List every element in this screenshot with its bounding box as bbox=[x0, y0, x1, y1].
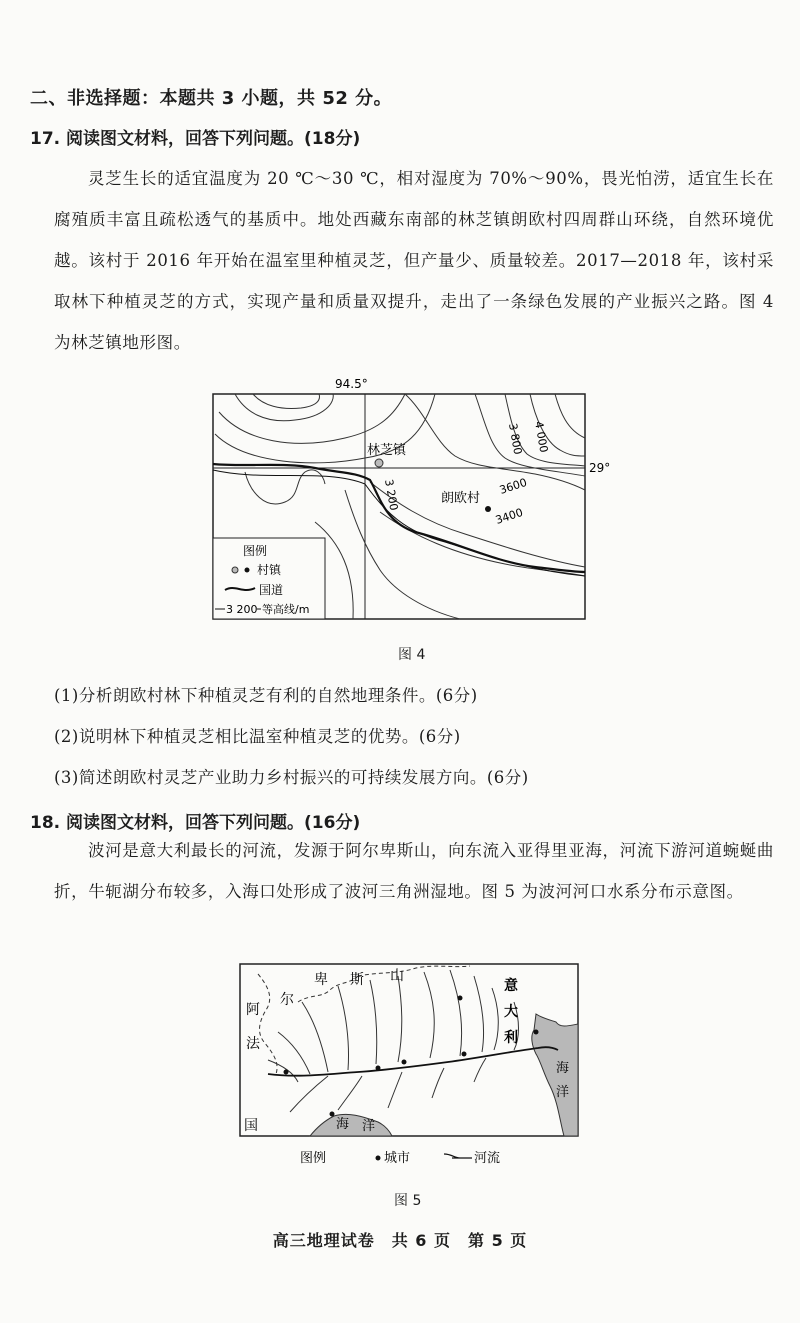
town-label: 林芝镇 bbox=[367, 443, 407, 458]
ligurian-sea bbox=[310, 1114, 392, 1136]
city-marker bbox=[330, 1112, 335, 1117]
label-fa: 法 bbox=[246, 1036, 260, 1052]
adriatic-sea bbox=[532, 1014, 578, 1136]
question-17-paragraph: 灵芝生长的适宜温度为 20 ℃～30 ℃，相对湿度为 70%～90%，畏光怕涝，适宜生长在腐殖质丰富且疏松透气的基质中。地处西藏东南部的林芝镇朗欧村四周群山环绕，自然环境优越。该村于 2016 年开始在温室里种植灵芝，但产量少、质量较差。2017—2018 年，该村采取林下种植灵芝的方式，实现产量和质量双提升，走出了一条绿色发展的产业振兴之路。图 4 为林芝镇地形图。 bbox=[54, 169, 774, 352]
question-18-title: 18. 阅读图文材料，回答下列问题。(16分) bbox=[30, 813, 361, 833]
page-footer: 高三地理试卷 共 6 页 第 5 页 bbox=[272, 1231, 528, 1250]
legend-town-symbol bbox=[232, 567, 238, 573]
border-alps-north bbox=[358, 966, 470, 976]
legend-village-symbol bbox=[245, 568, 250, 573]
legend-road-label: 国道 bbox=[259, 583, 284, 597]
legend-contour-sample: 3 200 bbox=[226, 603, 258, 616]
legend-title: 图例 bbox=[300, 1151, 327, 1166]
city-marker bbox=[376, 1066, 381, 1071]
contour-label-3600: 3600 bbox=[497, 475, 529, 497]
legend-river-label: 河流 bbox=[474, 1151, 501, 1166]
contour-label-3400: 3400 bbox=[493, 505, 525, 527]
legend-river-symbol bbox=[444, 1154, 472, 1158]
village-marker bbox=[485, 506, 491, 512]
label-si: 斯 bbox=[350, 972, 364, 988]
figure-4-legend bbox=[213, 538, 325, 619]
border-france bbox=[258, 974, 277, 1074]
label-sea-east-2: 洋 bbox=[556, 1085, 570, 1100]
question-18-paragraph: 波河是意大利最长的河流，发源于阿尔卑斯山，向东流入亚得里亚海，河流下游河道蜿蜒曲折，牛轭湖分布较多，入海口处形成了波河三角洲湿地。图 5 为波河河口水系分布示意图。 bbox=[54, 841, 774, 901]
question-17-sub-3: (3)简述朗欧村灵芝产业助力乡村振兴的可持续发展方向。(6分) bbox=[54, 768, 529, 787]
label-yi: 意 bbox=[504, 978, 518, 994]
label-shan: 山 bbox=[390, 968, 404, 984]
question-17-title: 17. 阅读图文材料，回答下列问题。(18分) bbox=[30, 129, 361, 149]
label-guo: 国 bbox=[244, 1118, 258, 1134]
legend-contour-label: 等高线/m bbox=[262, 603, 310, 616]
label-er: 尔 bbox=[280, 992, 294, 1008]
label-bei: 卑 bbox=[314, 972, 328, 988]
legend-city-symbol bbox=[376, 1156, 381, 1161]
label-sea-south-1: 海 bbox=[336, 1117, 350, 1132]
city-marker bbox=[534, 1030, 539, 1035]
legend-title: 图例 bbox=[243, 544, 268, 558]
legend-city-label: 城市 bbox=[384, 1151, 411, 1166]
longitude-label: 94.5° bbox=[335, 377, 368, 391]
figure-4-topographic-map bbox=[205, 372, 625, 624]
figure-4-caption: 图 4 bbox=[398, 647, 426, 663]
border-alps-west bbox=[298, 976, 358, 1002]
town-marker bbox=[375, 459, 383, 467]
label-sea-south-2: 洋 bbox=[362, 1119, 376, 1134]
label-da: 大 bbox=[504, 1004, 518, 1020]
legend-settlement-label: 村镇 bbox=[257, 563, 282, 577]
city-marker bbox=[284, 1070, 289, 1075]
label-li: 利 bbox=[504, 1030, 518, 1046]
village-label: 朗欧村 bbox=[441, 491, 481, 506]
section-title: 二、非选择题：本题共 3 小题，共 52 分。 bbox=[30, 88, 393, 109]
figure-5-caption: 图 5 bbox=[394, 1193, 422, 1209]
latitude-label: 29° bbox=[589, 461, 611, 475]
question-17-sub-2: (2)说明林下种植灵芝相比温室种植灵芝的优势。(6分) bbox=[54, 727, 461, 746]
cities bbox=[284, 996, 539, 1117]
city-marker bbox=[462, 1052, 467, 1057]
city-marker bbox=[402, 1060, 407, 1065]
po-river bbox=[268, 1047, 558, 1076]
tributaries bbox=[268, 970, 519, 1112]
city-marker bbox=[458, 996, 463, 1001]
figure-5-river-map bbox=[238, 962, 583, 1174]
label-a: 阿 bbox=[246, 1002, 260, 1018]
figure-5-legend bbox=[300, 1150, 500, 1166]
contour-label-4000: 4 000 bbox=[532, 420, 551, 454]
contour-label-3800: 3 800 bbox=[506, 422, 525, 456]
contour-label-3200: 3 200 bbox=[382, 478, 401, 512]
label-sea-east-1: 海 bbox=[556, 1061, 570, 1076]
question-17-sub-1: (1)分析朗欧村林下种植灵芝有利的自然地理条件。(6分) bbox=[54, 686, 478, 705]
